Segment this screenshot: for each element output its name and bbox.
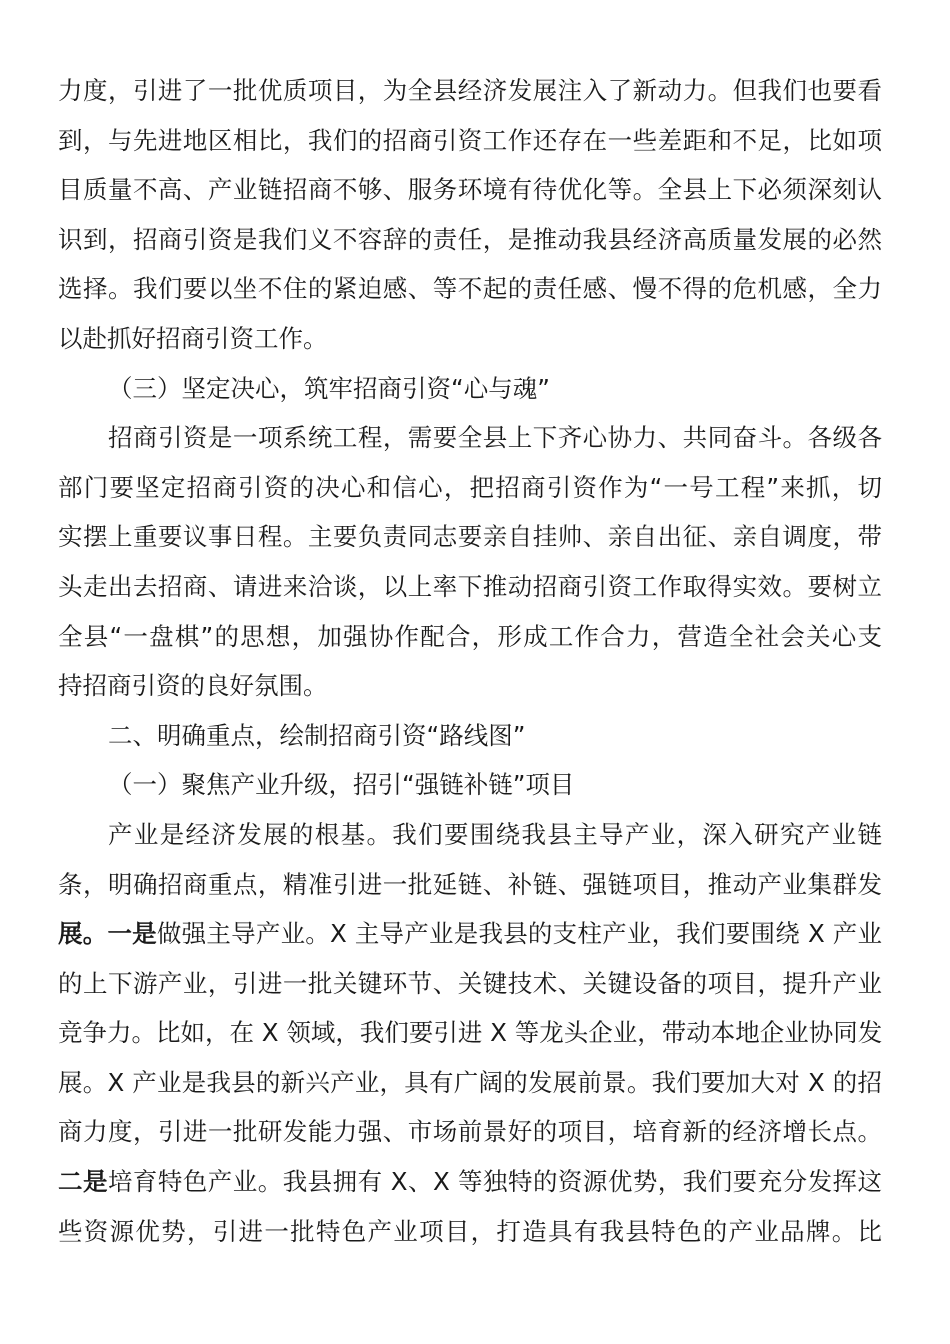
text-line — [58, 1157, 882, 1207]
text-line: 以赴抓好招商引资工作。 — [58, 323, 328, 353]
text-line: 到，与先进地区相比，我们的招商引资工作还存在一些差距和不足，比如项 — [58, 125, 882, 155]
line-text: 培育特色产业。我县拥有 X、X 等独特的资源优势，我们要充分发挥这 — [107, 1167, 883, 1197]
text-line: 部门要坚定招商引资的决心和信心，把招商引资作为“一号工程”来抓，切 — [58, 472, 882, 502]
text-line: 招商引资是一项系统工程，需要全县上下齐心协力、共同奋斗。各级各 — [108, 423, 882, 453]
chapter-heading: 二、明确重点，绘制招商引资“路线图” — [108, 720, 526, 750]
bold-lead-text: 展。一是 — [58, 919, 157, 949]
text-line: 目质量不高、产业链招商不够、服务环境有待优化等。全县上下必须深刻认 — [58, 175, 882, 205]
text-line: 力度，引进了一批优质项目，为全县经济发展注入了新动力。但我们也要看 — [58, 76, 882, 105]
text-line: 些资源优势，引进一批特色产业项目，打造具有我县特色的产业品牌。比 — [58, 1216, 882, 1246]
section-heading: （一）聚焦产业升级，招引“强链补链”项目 — [108, 770, 575, 800]
text-line: 选择。我们要以坐不住的紧迫感、等不起的责任感、慢不得的危机感，全力 — [58, 274, 882, 304]
text-line: 产业是经济发展的根基。我们要围绕我县主导产业，深入研究产业链 — [108, 819, 882, 849]
text-line: 条，明确招商重点，精准引进一批延链、补链、强链项目，推动产业集群发 — [58, 869, 882, 899]
text-line: 持招商引资的良好氛围。 — [58, 671, 328, 701]
text-line: 商力度，引进一批研发能力强、市场前景好的项目，培育新的经济增长点。 — [58, 1117, 882, 1147]
text-line: 展。X 产业是我县的新兴产业，具有广阔的发展前景。我们要加大对 X 的招 — [58, 1067, 882, 1097]
text-line: 实摆上重要议事日程。主要负责同志要亲自挂帅、亲自出征、亲自调度，带 — [58, 522, 882, 552]
text-line: 识到，招商引资是我们义不容辞的责任，是推动我县经济高质量发展的必然 — [58, 224, 882, 254]
text-line: 全县“一盘棋”的思想，加强协作配合，形成工作合力，营造全社会关心支 — [58, 621, 882, 651]
line-text: 做强主导产业。X 主导产业是我县的支柱产业，我们要围绕 X 产业 — [156, 919, 882, 949]
section-heading: （三）坚定决心，筑牢招商引资“心与魂” — [108, 373, 550, 403]
bold-lead-text: 二是 — [58, 1167, 108, 1197]
text-line: 头走出去招商、请进来洽谈，以上率下推动招商引资工作取得实效。要树立 — [58, 571, 882, 601]
text-line: 竞争力。比如，在 X 领域，我们要引进 X 等龙头企业，带动本地企业协同发 — [58, 1018, 883, 1048]
text-line — [58, 909, 882, 959]
document-body — [58, 66, 882, 1256]
text-line: 的上下游产业，引进一批关键环节、关键技术、关键设备的项目，提升产业 — [58, 968, 882, 998]
